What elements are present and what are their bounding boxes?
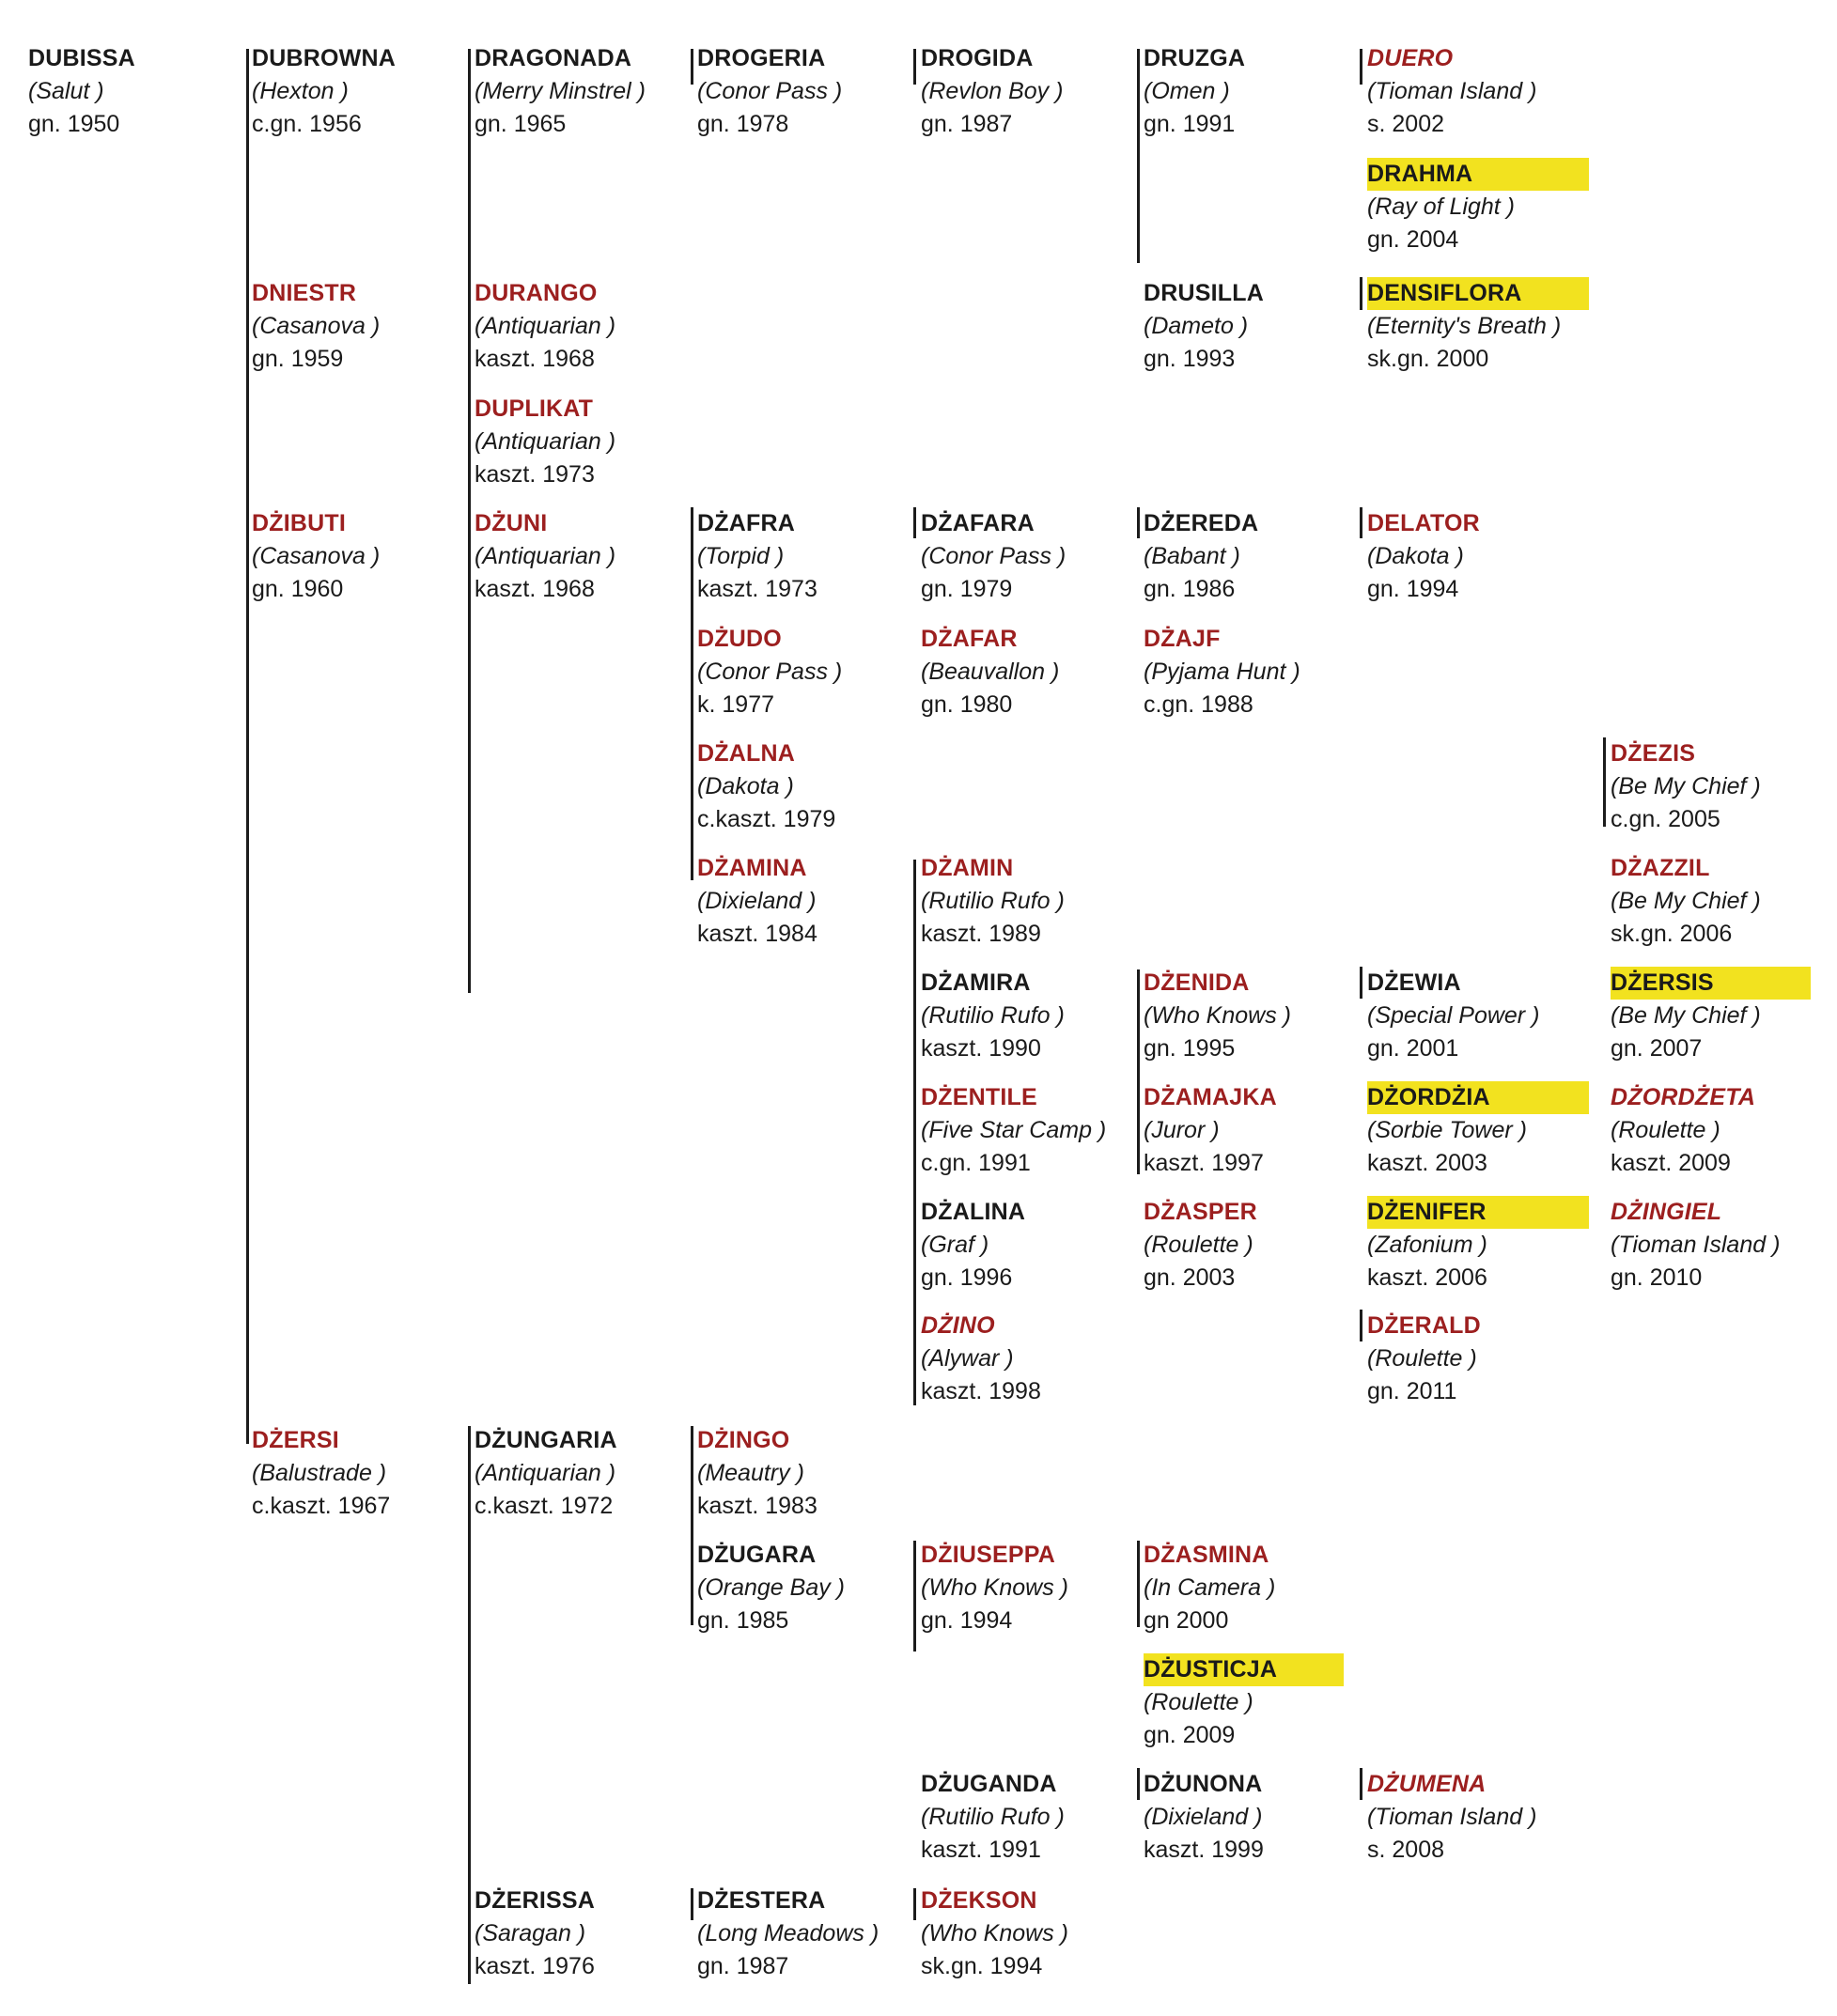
sire-name: (Be My Chief ) xyxy=(1611,773,1761,799)
sire-name: (Omen ) xyxy=(1144,78,1230,104)
color-year: kaszt. 2006 xyxy=(1367,1264,1487,1291)
sire-name: (Long Meadows ) xyxy=(697,1920,880,1946)
color-year: gn. 1985 xyxy=(697,1607,789,1634)
color-year: gn. 1995 xyxy=(1144,1035,1236,1062)
connector-line xyxy=(691,507,693,880)
sire-name: (In Camera ) xyxy=(1144,1574,1276,1601)
horse-name: DUBROWNA xyxy=(252,45,396,71)
color-year: kaszt. 1984 xyxy=(697,921,817,947)
entry-dzordzia xyxy=(1367,1081,1589,1180)
color-year: gn. 1996 xyxy=(921,1264,1013,1291)
entry-densiflora xyxy=(1367,277,1589,376)
horse-name: DŻINO xyxy=(921,1312,995,1339)
entry-dzusticja xyxy=(1144,1653,1344,1752)
color-year: s. 2002 xyxy=(1367,111,1445,137)
entry-dzasmina xyxy=(1144,1539,1275,1637)
color-year: gn. 1993 xyxy=(1144,346,1236,372)
horse-name: DRAGONADA xyxy=(475,45,632,71)
color-year: sk.gn. 2000 xyxy=(1367,346,1489,372)
entry-dzuganda xyxy=(921,1768,1065,1867)
horse-name: DŻERSIS xyxy=(1611,967,1811,1000)
entry-dniestr xyxy=(252,277,380,376)
entry-dzumena xyxy=(1367,1768,1536,1867)
horse-name: DNIESTR xyxy=(252,280,357,306)
entry-drahma xyxy=(1367,158,1589,256)
entry-dzamajka xyxy=(1144,1081,1277,1180)
color-year: c.kaszt. 1972 xyxy=(475,1493,614,1519)
color-year: kaszt. 1989 xyxy=(921,921,1041,947)
entry-duero xyxy=(1367,42,1536,141)
connector-line xyxy=(1360,1768,1362,1800)
sire-name: (Balustrade ) xyxy=(252,1460,387,1486)
horse-name: DŻENTILE xyxy=(921,1084,1037,1110)
horse-name: DŻERALD xyxy=(1367,1312,1481,1339)
entry-drusilla xyxy=(1144,277,1264,376)
horse-name: DŻORDŻETA xyxy=(1611,1084,1756,1110)
horse-name: DŻIBUTI xyxy=(252,510,346,536)
color-year: c.gn. 1991 xyxy=(921,1150,1031,1176)
sire-name: (Be My Chief ) xyxy=(1611,1002,1761,1029)
entry-dzerissa xyxy=(475,1884,595,1983)
horse-name: DŻORDŻIA xyxy=(1367,1081,1589,1114)
color-year: gn 2000 xyxy=(1144,1607,1229,1634)
color-year: gn. 1986 xyxy=(1144,576,1236,602)
entry-dubissa xyxy=(28,42,135,141)
color-year: gn. 1965 xyxy=(475,111,567,137)
entry-dzazzil xyxy=(1611,852,1761,951)
horse-name: DŻAFARA xyxy=(921,510,1035,536)
connector-line xyxy=(913,1888,916,1920)
entry-dzenifer xyxy=(1367,1196,1589,1295)
color-year: c.kaszt. 1979 xyxy=(697,806,836,832)
connector-line xyxy=(468,1426,471,1984)
connector-line xyxy=(1360,507,1362,538)
horse-name: DŻUNONA xyxy=(1144,1771,1263,1797)
color-year: gn. 2011 xyxy=(1367,1378,1457,1404)
color-year: kaszt. 1968 xyxy=(475,346,595,372)
sire-name: (Special Power ) xyxy=(1367,1002,1540,1029)
sire-name: (Graf ) xyxy=(921,1232,989,1258)
entry-drogida xyxy=(921,42,1063,141)
horse-name: DŻUNGARIA xyxy=(475,1427,617,1453)
color-year: gn. 1950 xyxy=(28,111,120,137)
horse-name: DŻINGO xyxy=(697,1427,790,1453)
color-year: gn. 1979 xyxy=(921,576,1013,602)
horse-name: DURANGO xyxy=(475,280,598,306)
sire-name: (Who Knows ) xyxy=(921,1920,1068,1946)
sire-name: (Orange Bay ) xyxy=(697,1574,846,1601)
entry-dzamina xyxy=(697,852,817,951)
horse-name: DŻAFRA xyxy=(697,510,795,536)
color-year: s. 2008 xyxy=(1367,1837,1445,1863)
sire-name: (Zafonium ) xyxy=(1367,1232,1487,1258)
color-year: kaszt. 1999 xyxy=(1144,1837,1264,1863)
sire-name: (Meautry ) xyxy=(697,1460,804,1486)
horse-name: DŻEZIS xyxy=(1611,740,1696,767)
horse-name: DŻUNI xyxy=(475,510,548,536)
color-year: gn. 1978 xyxy=(697,111,789,137)
entry-dziuseppa xyxy=(921,1539,1068,1637)
sire-name: (Casanova ) xyxy=(252,543,381,569)
color-year: gn. 2003 xyxy=(1144,1264,1236,1291)
entry-dzersi xyxy=(252,1424,390,1523)
entry-dzafar xyxy=(921,623,1059,721)
color-year: kaszt. 1997 xyxy=(1144,1150,1264,1176)
entry-dzezis xyxy=(1611,737,1761,836)
sire-name: (Rutilio Rufo ) xyxy=(921,1002,1065,1029)
horse-name: DŻERISSA xyxy=(475,1887,596,1914)
connector-line xyxy=(691,1888,693,1920)
horse-name: DŻUGANDA xyxy=(921,1771,1057,1797)
connector-line xyxy=(913,860,916,1405)
entry-dzestera xyxy=(697,1884,879,1983)
sire-name: (Antiquarian ) xyxy=(475,428,616,455)
sire-name: (Salut ) xyxy=(28,78,104,104)
entry-dzudo xyxy=(697,623,842,721)
entry-dzafara xyxy=(921,507,1066,606)
color-year: kaszt. 1998 xyxy=(921,1378,1041,1404)
horse-name: DŻERSI xyxy=(252,1427,339,1453)
sire-name: (Antiquarian ) xyxy=(475,543,616,569)
sire-name: (Conor Pass ) xyxy=(921,543,1066,569)
entry-dzerald xyxy=(1367,1310,1481,1408)
sire-name: (Antiquarian ) xyxy=(475,1460,616,1486)
entry-dzungaria xyxy=(475,1424,617,1523)
sire-name: (Rutilio Rufo ) xyxy=(921,888,1065,914)
sire-name: (Five Star Camp ) xyxy=(921,1117,1107,1143)
sire-name: (Saragan ) xyxy=(475,1920,586,1946)
horse-name: DŻEKSON xyxy=(921,1887,1037,1914)
connector-line xyxy=(1137,507,1140,538)
sire-name: (Torpid ) xyxy=(697,543,785,569)
color-year: gn. 1987 xyxy=(921,111,1013,137)
color-year: kaszt. 1973 xyxy=(475,461,595,488)
sire-name: (Roulette ) xyxy=(1144,1689,1253,1715)
horse-name: DUPLIKAT xyxy=(475,395,594,422)
color-year: gn. 2004 xyxy=(1367,226,1459,253)
sire-name: (Dakota ) xyxy=(1367,543,1464,569)
color-year: c.gn. 1988 xyxy=(1144,691,1253,718)
sire-name: (Roulette ) xyxy=(1144,1232,1253,1258)
entry-dzingiel xyxy=(1611,1196,1780,1295)
entry-dzenida xyxy=(1144,967,1291,1065)
sire-name: (Merry Minstrel ) xyxy=(475,78,646,104)
horse-name: DŻALINA xyxy=(921,1199,1026,1225)
entry-dzereda xyxy=(1144,507,1258,606)
sire-name: (Dixieland ) xyxy=(1144,1804,1263,1830)
horse-name: DŻUDO xyxy=(697,626,782,652)
color-year: sk.gn. 2006 xyxy=(1611,921,1733,947)
sire-name: (Alywar ) xyxy=(921,1345,1014,1372)
entry-dzajf xyxy=(1144,623,1300,721)
color-year: gn. 1959 xyxy=(252,346,344,372)
horse-name: DŻAZZIL xyxy=(1611,855,1710,881)
entry-dzalina xyxy=(921,1196,1025,1295)
sire-name: (Dameto ) xyxy=(1144,313,1249,339)
connector-line xyxy=(1137,969,1140,1174)
horse-name: DŻAMIRA xyxy=(921,969,1031,996)
horse-name: DŻAJF xyxy=(1144,626,1221,652)
color-year: k. 1977 xyxy=(697,691,775,718)
horse-name: DŻUSTICJA xyxy=(1144,1653,1344,1686)
horse-name: DŻENIDA xyxy=(1144,969,1250,996)
connector-line xyxy=(246,49,249,1444)
entry-dzekson xyxy=(921,1884,1068,1983)
color-year: gn. 2007 xyxy=(1611,1035,1703,1062)
entry-dzugara xyxy=(697,1539,845,1637)
color-year: sk.gn. 1994 xyxy=(921,1953,1043,1979)
horse-name: DROGERIA xyxy=(697,45,826,71)
entry-dzordzeta xyxy=(1611,1081,1755,1180)
connector-line xyxy=(913,49,916,85)
sire-name: (Pyjama Hunt ) xyxy=(1144,659,1300,685)
horse-name: DŻAFAR xyxy=(921,626,1018,652)
horse-name: DŻEWIA xyxy=(1367,969,1461,996)
entry-dzersis xyxy=(1611,967,1811,1065)
sire-name: (Ray of Light ) xyxy=(1367,194,1516,220)
entry-dzamin xyxy=(921,852,1065,951)
sire-name: (Be My Chief ) xyxy=(1611,888,1761,914)
horse-name: DELATOR xyxy=(1367,510,1480,536)
connector-line xyxy=(1360,967,1362,999)
entry-drogeria xyxy=(697,42,842,141)
connector-line xyxy=(1137,1768,1140,1800)
sire-name: (Dakota ) xyxy=(697,773,794,799)
horse-name: DŻIUSEPPA xyxy=(921,1542,1056,1568)
horse-name: DŻASMINA xyxy=(1144,1542,1269,1568)
sire-name: (Babant ) xyxy=(1144,543,1240,569)
sire-name: (Who Knows ) xyxy=(1144,1002,1291,1029)
color-year: c.kaszt. 1967 xyxy=(252,1493,391,1519)
sire-name: (Revlon Boy ) xyxy=(921,78,1064,104)
sire-name: (Roulette ) xyxy=(1611,1117,1720,1143)
horse-name: DRAHMA xyxy=(1367,158,1589,191)
horse-name: DŻALNA xyxy=(697,740,795,767)
entry-dzino xyxy=(921,1310,1041,1408)
color-year: c.gn. 2005 xyxy=(1611,806,1720,832)
connector-line xyxy=(913,1541,916,1652)
horse-name: DŻUGARA xyxy=(697,1542,817,1568)
color-year: gn. 1980 xyxy=(921,691,1013,718)
sire-name: (Casanova ) xyxy=(252,313,381,339)
color-year: gn. 1960 xyxy=(252,576,344,602)
sire-name: (Sorbie Tower ) xyxy=(1367,1117,1527,1143)
horse-name: DRUZGA xyxy=(1144,45,1246,71)
connector-line xyxy=(1360,277,1362,310)
color-year: kaszt. 1991 xyxy=(921,1837,1041,1863)
entry-dzamira xyxy=(921,967,1065,1065)
color-year: gn. 2010 xyxy=(1611,1264,1703,1291)
sire-name: (Beauvallon ) xyxy=(921,659,1060,685)
connector-line xyxy=(1360,49,1362,85)
horse-name: DROGIDA xyxy=(921,45,1034,71)
sire-name: (Tioman Island ) xyxy=(1367,78,1537,104)
color-year: kaszt. 1973 xyxy=(697,576,817,602)
color-year: kaszt. 1983 xyxy=(697,1493,817,1519)
entry-dzasper xyxy=(1144,1196,1257,1295)
color-year: gn. 1987 xyxy=(697,1953,789,1979)
connector-line xyxy=(691,1426,693,1625)
horse-name: DENSIFLORA xyxy=(1367,277,1589,310)
entry-dubrowna xyxy=(252,42,396,141)
sire-name: (Tioman Island ) xyxy=(1367,1804,1537,1830)
horse-name: DŻAMIN xyxy=(921,855,1014,881)
horse-name: DŻASPER xyxy=(1144,1199,1257,1225)
horse-name: DŻESTERA xyxy=(697,1887,826,1914)
color-year: kaszt. 1990 xyxy=(921,1035,1041,1062)
connector-line xyxy=(468,49,471,993)
sire-name: (Juror ) xyxy=(1144,1117,1220,1143)
sire-name: (Antiquarian ) xyxy=(475,313,616,339)
entry-dzuni xyxy=(475,507,615,606)
color-year: gn. 1994 xyxy=(921,1607,1013,1634)
connector-line xyxy=(691,49,693,85)
color-year: kaszt. 2003 xyxy=(1367,1150,1487,1176)
color-year: gn. 2009 xyxy=(1144,1722,1236,1748)
color-year: gn. 2001 xyxy=(1367,1035,1459,1062)
entry-dzewia xyxy=(1367,967,1539,1065)
entry-dzunona xyxy=(1144,1768,1264,1867)
connector-line xyxy=(913,507,916,538)
sire-name: (Conor Pass ) xyxy=(697,78,843,104)
horse-name: DŻENIFER xyxy=(1367,1196,1589,1229)
horse-name: DŻUMENA xyxy=(1367,1771,1487,1797)
connector-line xyxy=(1360,1310,1362,1341)
entry-dzentile xyxy=(921,1081,1106,1180)
entry-durango xyxy=(475,277,615,376)
entry-dzingo xyxy=(697,1424,817,1523)
entry-dzafra xyxy=(697,507,817,606)
horse-name: DRUSILLA xyxy=(1144,280,1264,306)
color-year: c.gn. 1956 xyxy=(252,111,362,137)
horse-name: DŻINGIEL xyxy=(1611,1199,1722,1225)
horse-name: DUBISSA xyxy=(28,45,135,71)
connector-line xyxy=(1137,1541,1140,1627)
horse-name: DUERO xyxy=(1367,45,1454,71)
entry-delator xyxy=(1367,507,1480,606)
connector-line xyxy=(1137,49,1140,263)
sire-name: (Hexton ) xyxy=(252,78,349,104)
entry-dzibuti xyxy=(252,507,380,606)
connector-line xyxy=(1603,737,1606,827)
sire-name: (Tioman Island ) xyxy=(1611,1232,1781,1258)
horse-name: DŻEREDA xyxy=(1144,510,1259,536)
horse-name: DŻAMINA xyxy=(697,855,807,881)
sire-name: (Roulette ) xyxy=(1367,1345,1477,1372)
sire-name: (Conor Pass ) xyxy=(697,659,843,685)
color-year: kaszt. 1976 xyxy=(475,1953,595,1979)
horse-name: DŻAMAJKA xyxy=(1144,1084,1277,1110)
entry-dzalna xyxy=(697,737,835,836)
sire-name: (Rutilio Rufo ) xyxy=(921,1804,1065,1830)
sire-name: (Eternity's Breath ) xyxy=(1367,313,1562,339)
entry-dragonada xyxy=(475,42,646,141)
color-year: kaszt. 2009 xyxy=(1611,1150,1731,1176)
sire-name: (Who Knows ) xyxy=(921,1574,1068,1601)
entry-druzga xyxy=(1144,42,1245,141)
sire-name: (Dixieland ) xyxy=(697,888,817,914)
color-year: kaszt. 1968 xyxy=(475,576,595,602)
color-year: gn. 1991 xyxy=(1144,111,1236,137)
entry-duplikat xyxy=(475,393,615,491)
color-year: gn. 1994 xyxy=(1367,576,1459,602)
